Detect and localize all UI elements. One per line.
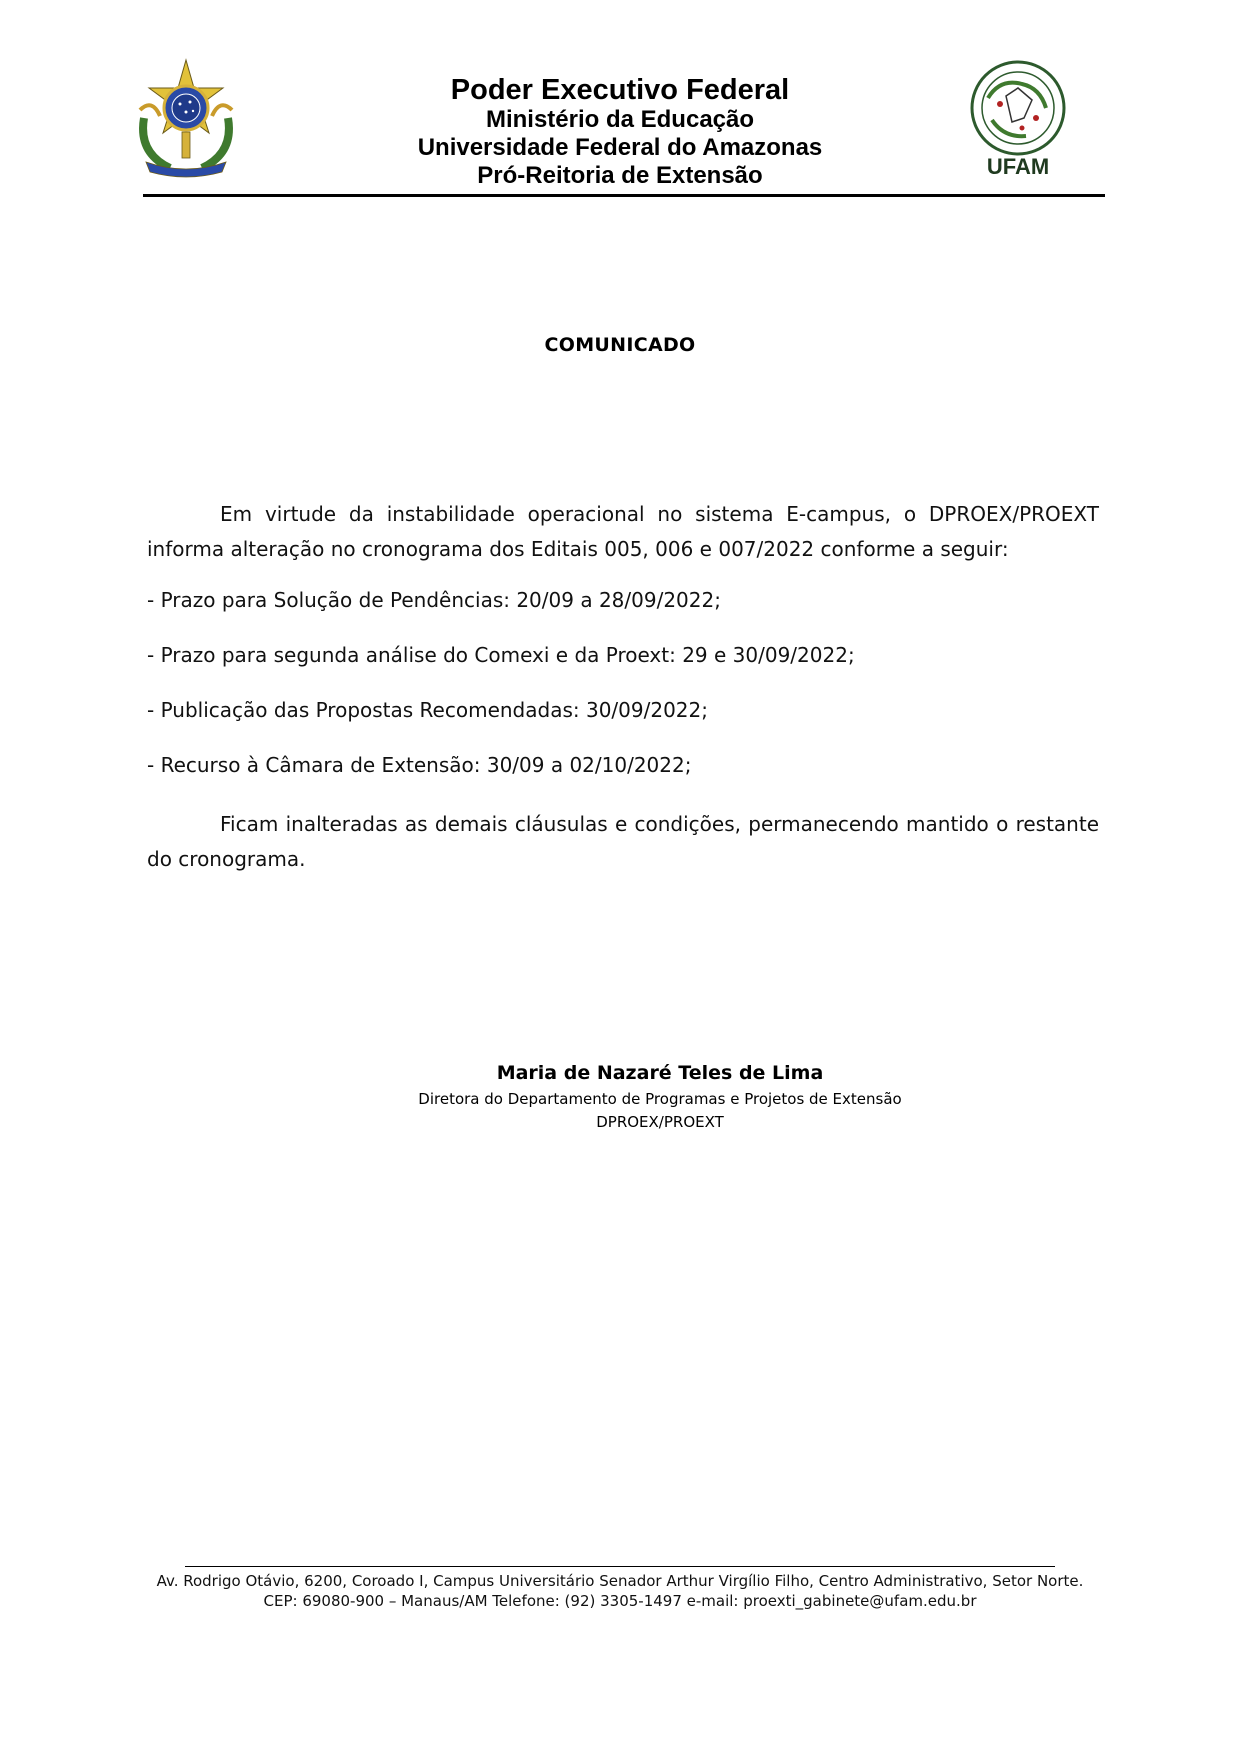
brazil-coat-of-arms-icon	[130, 58, 242, 180]
footer-divider	[185, 1566, 1055, 1567]
closing-block	[147, 807, 1099, 877]
intro-paragraph: Em virtude da instabilidade operacional no sistema E-campus, o DPROEX/PROEXT informa alteração no cronograma dos Editais 005, 006 e 007/2022 conforme a seguir:	[147, 502, 1099, 561]
signatory-name: Maria de Nazaré Teles de Lima	[496, 1062, 824, 1084]
signatory-role: Diretora do Departamento de Programas e Projetos de Extensão	[418, 1090, 902, 1108]
schedule-item-2: - Prazo para segunda análise do Comexi e da Proext: 29 e 30/09/2022;	[147, 643, 855, 667]
schedule-item	[147, 638, 1099, 673]
schedule-item-3: - Publicação das Propostas Recomendadas: 30/09/2022;	[147, 698, 708, 722]
footer-contact: CEP: 69080-900 – Manaus/AM Telefone: (92) 3305-1497 e-mail: proexti_gabinete@ufam.edu.br	[263, 1592, 977, 1610]
page-footer	[140, 1566, 1100, 1611]
ufam-logo-label: UFAM	[986, 154, 1050, 179]
schedule-item-1: - Prazo para Solução de Pendências: 20/09 a 28/09/2022;	[147, 588, 721, 612]
header-line-3: Universidade Federal do Amazonas	[417, 134, 823, 161]
schedule-item-4: - Recurso à Câmara de Extensão: 30/09 a 02/10/2022;	[147, 753, 692, 777]
header-line-4: Pró-Reitoria de Extensão	[477, 162, 763, 189]
document-body	[147, 497, 1099, 567]
letterhead-text	[260, 74, 980, 190]
header-line-2: Ministério da Educação	[485, 106, 755, 133]
closing-paragraph: Ficam inalteradas as demais cláusulas e condições, permanecendo mantido o restante do cronograma.	[147, 812, 1099, 871]
header-line-1: Poder Executivo Federal	[450, 74, 790, 106]
footer-address: Av. Rodrigo Otávio, 6200, Coroado I, Campus Universitário Senador Arthur Virgílio Filho, Centro Administrativo, Setor Norte.	[156, 1572, 1084, 1590]
schedule-item	[147, 748, 1099, 783]
signature-block	[360, 1058, 960, 1134]
header-divider	[143, 194, 1105, 197]
schedule-item	[147, 583, 1099, 618]
signatory-unit: DPROEX/PROEXT	[596, 1113, 724, 1131]
schedule-item	[147, 693, 1099, 728]
document-title: COMUNICADO	[544, 334, 696, 356]
